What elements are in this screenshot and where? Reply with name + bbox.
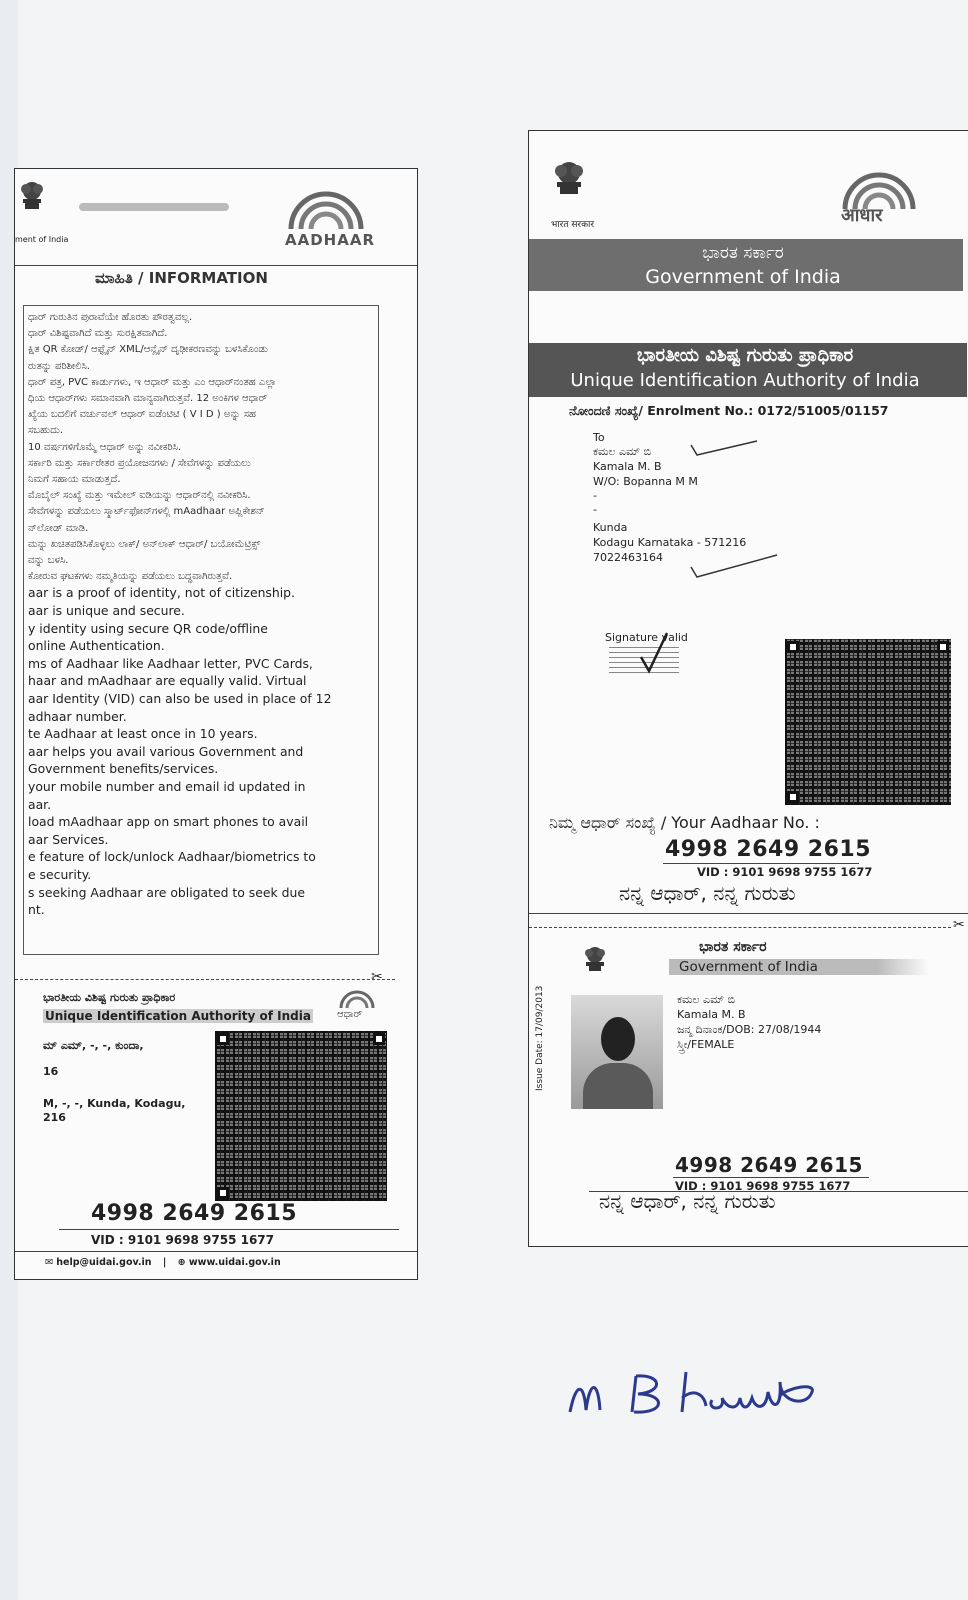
info-line: ಮನ್ನು ಖಚಿತಪಡಿಸಿಕೊಳ್ಳಲು ಲಾಕ್/ ಅನ್‌ಲಾಕ್ ಆಧಾರ್/ ಬಯೋಮೆಟ್ರಿಕ್ಸ್ [28,538,261,550]
card-tagline: ನನ್ನ ಆಧಾರ್, ನನ್ನ ಗುರುತು [599,1189,776,1213]
photocopy-sheet [15,0,968,1600]
info-line: Government benefits/services. [28,761,219,777]
tick-mark-icon [689,439,759,459]
info-line: ಧಾರ್ ಗುರುತಿನ ಪುರಾವೆಯೇ ಹೊರತು ಪೌರತ್ವವಲ್ಲ. [28,312,193,323]
info-line: ms of Aadhaar like Aadhaar letter, PVC Cards, [28,655,313,671]
footer-rule [15,1251,417,1252]
address-dash: - [593,489,597,502]
info-title: ಮಾಹಿತಿ / INFORMATION [95,269,268,287]
card-dob: ಜನ್ಮ ದಿನಾಂಕ/DOB: 27/08/1944 [677,1023,822,1036]
aadhaar-info-panel [14,168,418,1280]
header-rule [15,265,417,266]
ashoka-emblem-icon [17,173,47,221]
info-line: aar helps you avail various Government and [28,743,304,759]
info-line: ಸಬಹುದು. [28,425,64,437]
number-rule [673,1177,869,1178]
aadhaar-logo-text: AADHAAR [285,231,375,249]
info-line: aar is unique and secure. [28,603,185,618]
info-line: online Authentication. [28,638,165,654]
footer-email: help@uidai.gov.in [56,1257,152,1268]
number-rule [59,1229,399,1230]
info-line: ಕೋರುವ ಘಟಕಗಳು ನಮ್ಮತಿಯನ್ನು ಪಡೆಯಲು ಬದ್ಧವಾಗಿರುತ್ತವೆ. [28,571,233,583]
ashoka-emblem-icon [581,939,609,979]
small-logo-text: ಆಧಾರ್ [337,1009,363,1020]
left-uidai-en: Unique Identification Authority of India [45,1009,311,1023]
right-vid: VID : 9101 9698 9755 1677 [697,865,873,879]
info-line: aar Services. [28,831,109,847]
web-icon: ⊕ [177,1257,186,1268]
info-line: ಧಾರ್ ಪತ್ರ, PVC ಕಾರ್ಡುಗಳು, ಇ ಆಧಾರ್ ಮತ್ತು ಎಂ ಆಧಾರ್‌ನಂತಹ ಎಲ್ಲಾ [28,376,277,388]
photo-head [601,1017,635,1061]
number-rule [663,863,859,864]
aadhaar-letter-panel [528,130,968,1247]
email-icon: ✉ [45,1257,53,1268]
blurred-header [79,203,229,211]
aadhaar-logo-text: आधार [841,205,883,226]
card-aadhaar-number: 4998 2649 2615 [675,1153,863,1177]
right-aadhaar-number: 4998 2649 2615 [665,837,872,862]
info-line: aar is a proof of identity, not of citizenship. [28,585,295,601]
info-line: e security. [28,867,92,882]
cut-line [529,927,951,928]
photo-shoulders [583,1063,653,1109]
card-govt-en: Government of India [669,959,929,975]
info-line: haar and mAadhaar are equally valid. Virtual [28,673,307,689]
left-address-line: 216 [43,1111,66,1124]
signature-tick-icon [639,631,669,675]
address-to: To [593,431,605,444]
info-line: ನ್‌ಲೋಡ್ ಮಾಡಿ. [28,522,89,534]
info-line: ಮೊಬೈಲ್ ಸಂಖ್ಯೆ ಮತ್ತು ಇಮೇಲ್ ಐಡಿಯನ್ನು ಆಧಾರ್‌ನಲ್ಲಿ ನವೀಕರಿಸಿ. [28,490,251,502]
left-uidai-kn: ಭಾರತೀಯ ವಿಶಿಷ್ಟ ಗುರುತು ಪ್ರಾಧಿಕಾರ [43,991,176,1004]
card-govt-kn: ಭಾರತ ಸರ್ಕಾರ [699,939,767,955]
emblem-caption: ment of India [15,235,69,244]
info-line: te Aadhaar at least once in 10 years. [28,726,258,742]
address-district: Kodagu Karnataka - 571216 [593,536,747,549]
govt-en: Government of India [645,266,841,288]
handwritten-signature [566,1352,836,1436]
left-address-line: ಮ್ ಎಮ್, -, -, ಕುಂದಾ, [43,1039,144,1052]
info-line: ಕ್ಷಿತ QR ಕೋಡ್/ ಆಫ್ಲೈನ್ XML/ಆನ್ಲೈನ್ ದೃಢೀಕರಣವನ್ನು ಬಳಸಿಕೊಂಡು [28,344,268,356]
left-qr-code [215,1031,387,1201]
signature-valid-label: Signature valid [605,631,688,644]
card-gender: ಸ್ತ್ರೀ/FEMALE [677,1038,735,1051]
info-line: ರುತನ್ನು ಪರಿಶೀಲಿಸಿ. [28,360,90,372]
government-band [528,239,963,291]
left-aadhaar-number: 4998 2649 2615 [91,1201,298,1226]
info-line: ನಿಮಗೆ ಸಹಾಯ ಮಾಡುತ್ತದೆ. [28,474,121,485]
aadhaar-logo-icon [283,187,369,231]
scissors-icon: ✂ [953,917,965,933]
info-line: ಧಾರ್ ವಿಶಿಷ್ಟವಾಗಿದೆ ಮತ್ತು ಸುರಕ್ಷಿತವಾಗಿದೆ. [28,328,168,340]
left-address-line: M, -, -, Kunda, Kodagu, [43,1097,186,1110]
cut-line [15,979,395,980]
enrolment-number: ನೋಂದಣಿ ಸಂಖ್ಯೆ/ Enrolment No.: 0172/51005/01157 [569,403,889,418]
info-line: 10 ವರ್ಷಗಳಿಗೊಮ್ಮೆ ಆಧಾರ್ ಅನ್ನು ನವೀಕರಿಸಿ. [28,441,182,453]
section-rule [529,913,968,914]
issue-date: Issue Date: 17/09/2013 [535,985,545,1091]
card-name-kn: ಕಮಲ ಎಮ್ ಬಿ [677,993,736,1006]
address-dash: - [593,503,597,516]
info-line: ವನ್ನು ಬಳಸಿ. [28,555,69,566]
info-line: your mobile number and email id updated in [28,779,306,794]
address-relation: W/O: Bopanna M M [593,475,698,488]
footer-web: www.uidai.gov.in [188,1257,281,1268]
scissors-icon: ✂ [371,969,383,985]
address-name-kn: ಕಮಲ ಎಮ್ ಬಿ [593,445,652,458]
left-vid: VID : 9101 9698 9755 1677 [91,1233,274,1247]
info-line: nt. [28,902,45,918]
tick-mark-icon [689,551,779,581]
info-line: ಖ್ಯೆಯ ಬದಲಿಗೆ ವರ್ಚುವಲ್ ಆಧಾರ್ ಐಡೆಂಟಿಟಿ ( V I D ) ಅನ್ನು ಸಹ [28,409,256,421]
info-line: aar Identity (VID) can also be used in place of 12 [28,691,332,706]
address-locality: Kunda [593,521,628,534]
govt-kn: ಭಾರತ ಸರ್ಕಾರ [702,243,784,263]
footer: ✉ help@uidai.gov.in | ⊕ www.uidai.gov.in [45,1257,281,1268]
info-line: aar. [28,796,52,812]
info-line: adhaar number. [28,708,127,724]
address-name-en: Kamala M. B [593,460,662,473]
ashoka-emblem-icon [549,151,589,207]
information-list [23,305,379,955]
emblem-caption: भारत सरकार [551,220,595,230]
info-line: load mAadhaar app on smart phones to avail [28,814,309,830]
uidai-band [528,343,967,397]
card-name-en: Kamala M. B [677,1008,746,1021]
info-line: y identity using secure QR code/offline [28,620,268,636]
right-qr-code [785,639,951,805]
card-vid: VID : 9101 9698 9755 1677 [675,1179,851,1193]
left-address-line: 16 [43,1065,59,1078]
info-line: s seeking Aadhaar are obligated to seek due [28,884,305,900]
holder-photo [571,995,663,1109]
info-line: ಧಿಯ ಆಧಾರ್‌ಗಳು ಸಮಾನವಾಗಿ ಮಾನ್ಯವಾಗಿರುತ್ತವೆ. 12 ಅಂಕಿಗಳ ಆಧಾರ್ [28,393,268,404]
uidai-en: Unique Identification Authority of India [570,370,920,391]
address-phone: 7022463164 [593,551,663,564]
info-line: ಸರ್ಕಾರಿ ಮತ್ತು ಸರ್ಕಾರೇತರ ಪ್ರಯೋಜನಗಳು / ಸೇವೆಗಳನ್ನು ಪಡೆಯಲು [28,457,251,469]
info-line: ಸೇವೆಗಳನ್ನು ಪಡೆಯಲು ಸ್ಮಾರ್ಟ್‌ಫೋನ್‌ಗಳಲ್ಲಿ mAadhaar ಅಪ್ಲಿಕೇಶನ್ [28,506,265,518]
small-aadhaar-logo-icon [337,987,377,1009]
uidai-kn: ಭಾರತೀಯ ವಿಶಿಷ್ಟ ಗುರುತು ಪ್ರಾಧಿಕಾರ [636,345,854,366]
right-tagline: ನನ್ನ ಆಧಾರ್, ನನ್ನ ಗುರುತು [619,881,796,905]
info-line: e feature of lock/unlock Aadhaar/biometrics to [28,849,316,865]
your-aadhaar-label: ನಿಮ್ಮ ಆಧಾರ್ ಸಂಖ್ಯೆ / Your Aadhaar No. : [549,813,820,832]
